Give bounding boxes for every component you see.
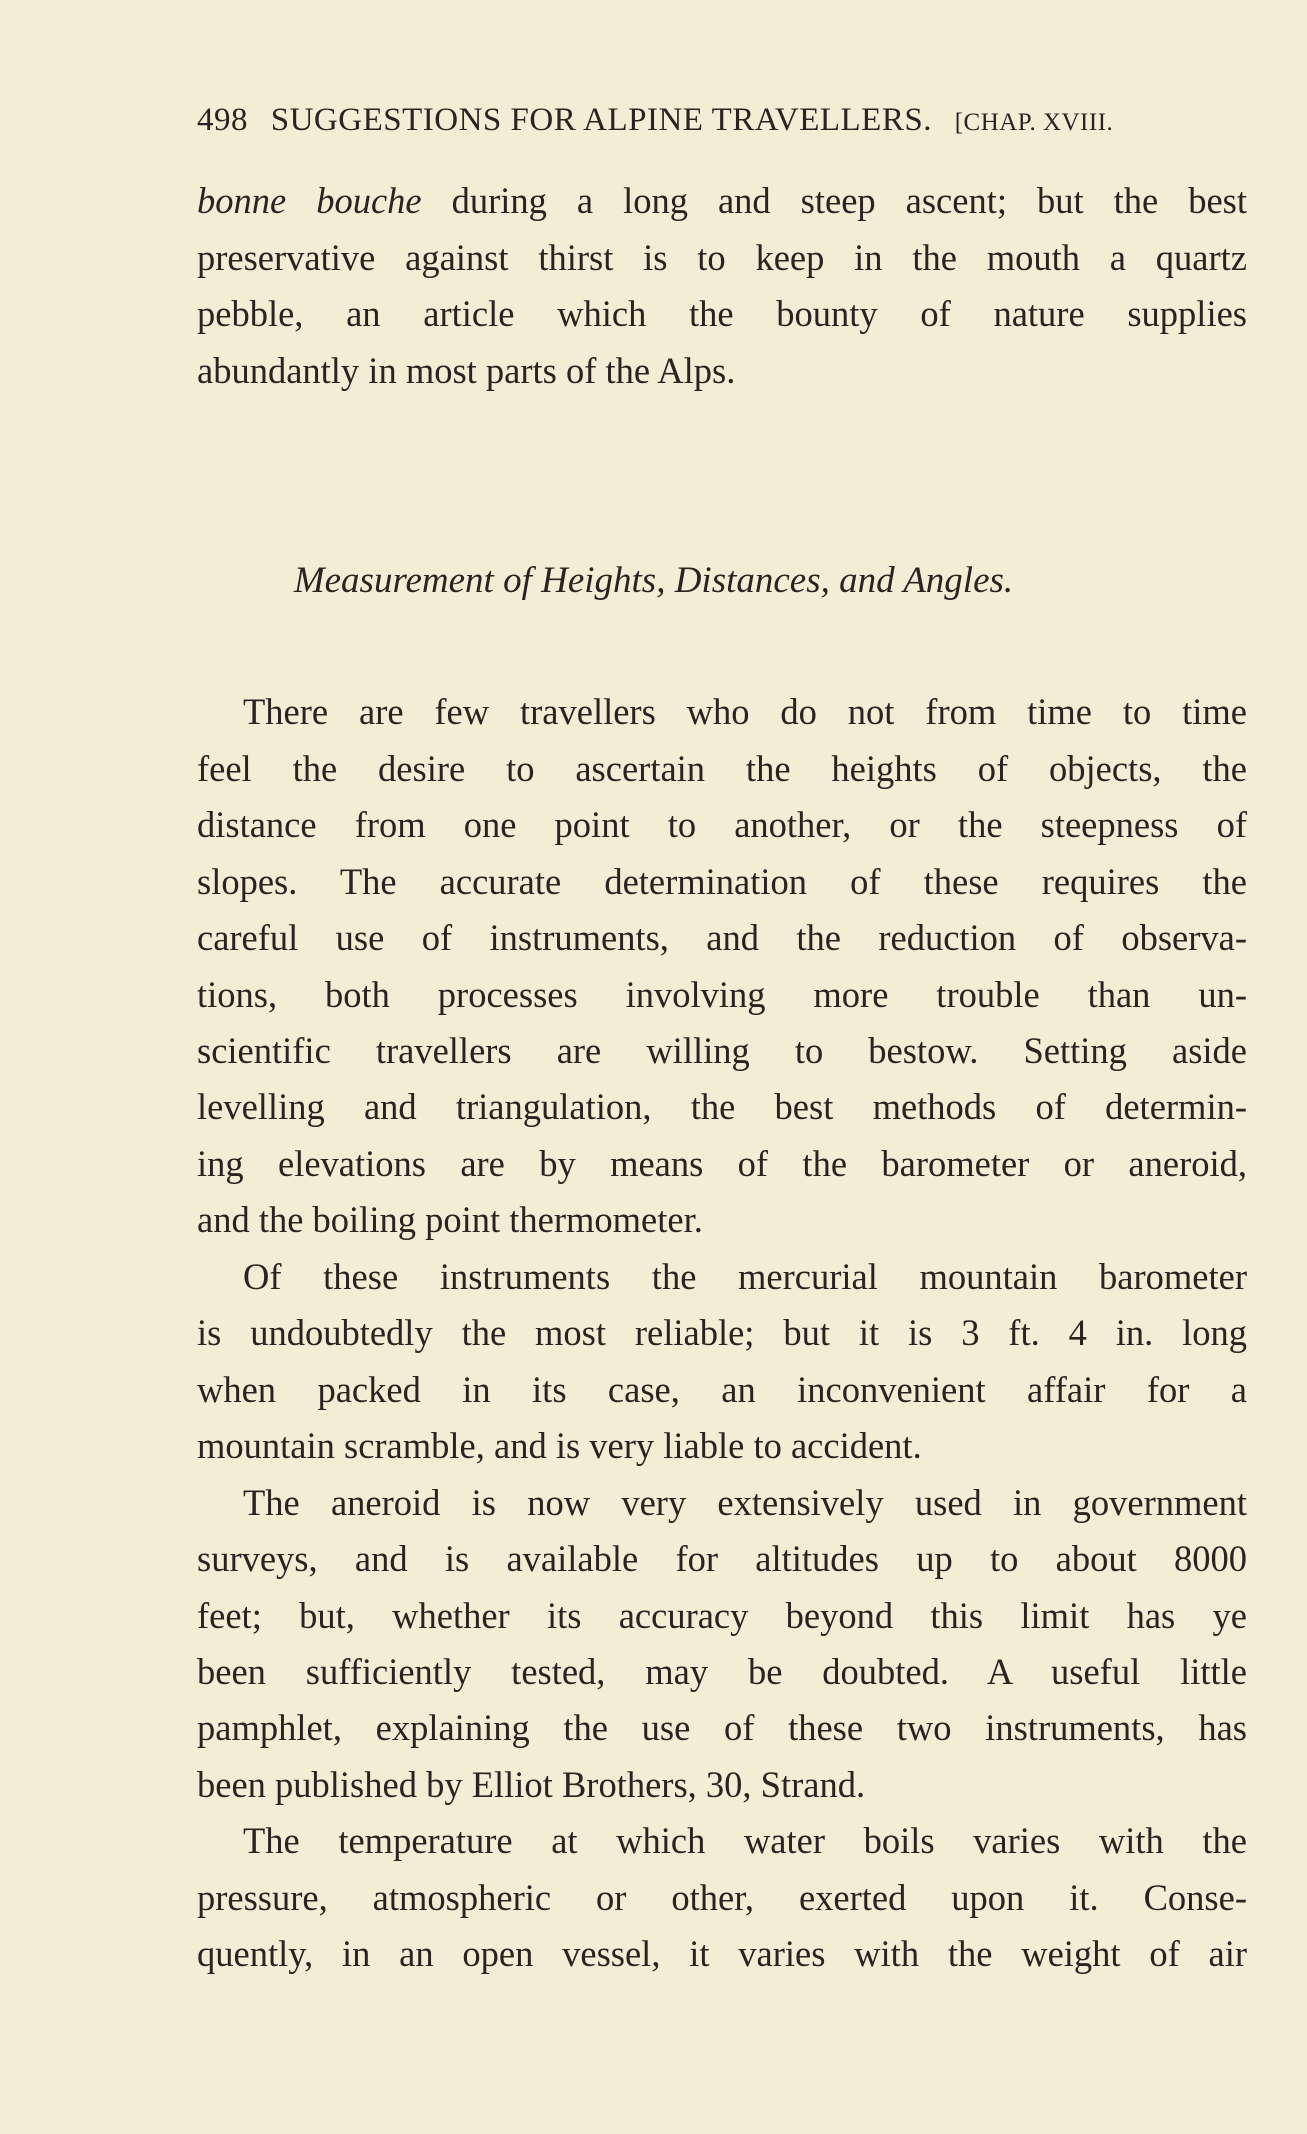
section-heading: Measurement of Heights, Distances, and Angles.: [293, 560, 1014, 601]
line-text: during a long and steep ascent; but the best: [421, 180, 1248, 221]
text-line: been sufficiently tested, may be doubted. A useful little: [197, 1651, 1247, 1692]
chapter-label: [CHAP. XVIII.: [954, 109, 1114, 136]
text-line: scientific travellers are willing to bestow. Setting aside: [197, 1030, 1247, 1071]
text-line: slopes. The accurate determination of these requires the: [197, 861, 1247, 902]
text-line: when packed in its case, an inconvenient affair for a: [197, 1369, 1247, 1410]
text-line: pebble, an article which the bounty of nature supplies: [197, 293, 1247, 334]
text-line: careful use of instruments, and the reduction of observa-: [197, 917, 1247, 958]
text-line: and the boiling point thermometer.: [197, 1199, 703, 1240]
text-line: [197, 177, 1247, 225]
text-line: distance from one point to another, or the steepness of: [197, 804, 1247, 845]
text-line: Of these instruments the mercurial mountain barometer: [243, 1256, 1247, 1297]
text-line: feet; but, whether its accuracy beyond this limit has ye: [197, 1595, 1247, 1636]
text-line: mountain scramble, and is very liable to accident.: [197, 1425, 922, 1466]
text-line: pressure, atmospheric or other, exerted upon it. Conse-: [197, 1877, 1247, 1918]
text-line: tions, both processes involving more trouble than un-: [197, 974, 1247, 1015]
text-line: The temperature at which water boils varies with the: [243, 1820, 1247, 1861]
text-line: is undoubtedly the most reliable; but it is 3 ft. 4 in. long: [197, 1312, 1247, 1353]
italic-phrase: bonne bouche: [197, 180, 422, 221]
running-title: SUGGESTIONS FOR ALPINE TRAVELLERS.: [270, 102, 932, 138]
text-line: abundantly in most parts of the Alps.: [197, 350, 736, 391]
running-head: [197, 100, 1247, 143]
text-line: feel the desire to ascertain the heights of objects, the: [197, 748, 1247, 789]
text-line: been published by Elliot Brothers, 30, Strand.: [197, 1764, 866, 1805]
text-line: The aneroid is now very extensively used in government: [243, 1482, 1247, 1523]
page-number: 498: [197, 102, 248, 138]
text-line: preservative against thirst is to keep in the mouth a quartz: [197, 237, 1247, 278]
text-line: There are few travellers who do not from time to time: [243, 691, 1247, 732]
text-line: quently, in an open vessel, it varies with the weight of air: [197, 1933, 1247, 1974]
text-line: ing elevations are by means of the barometer or aneroid,: [197, 1143, 1247, 1184]
text-line: pamphlet, explaining the use of these two instruments, has: [197, 1707, 1247, 1748]
text-line: surveys, and is available for altitudes up to about 8000: [197, 1538, 1247, 1579]
text-line: levelling and triangulation, the best methods of determin-: [197, 1086, 1247, 1127]
